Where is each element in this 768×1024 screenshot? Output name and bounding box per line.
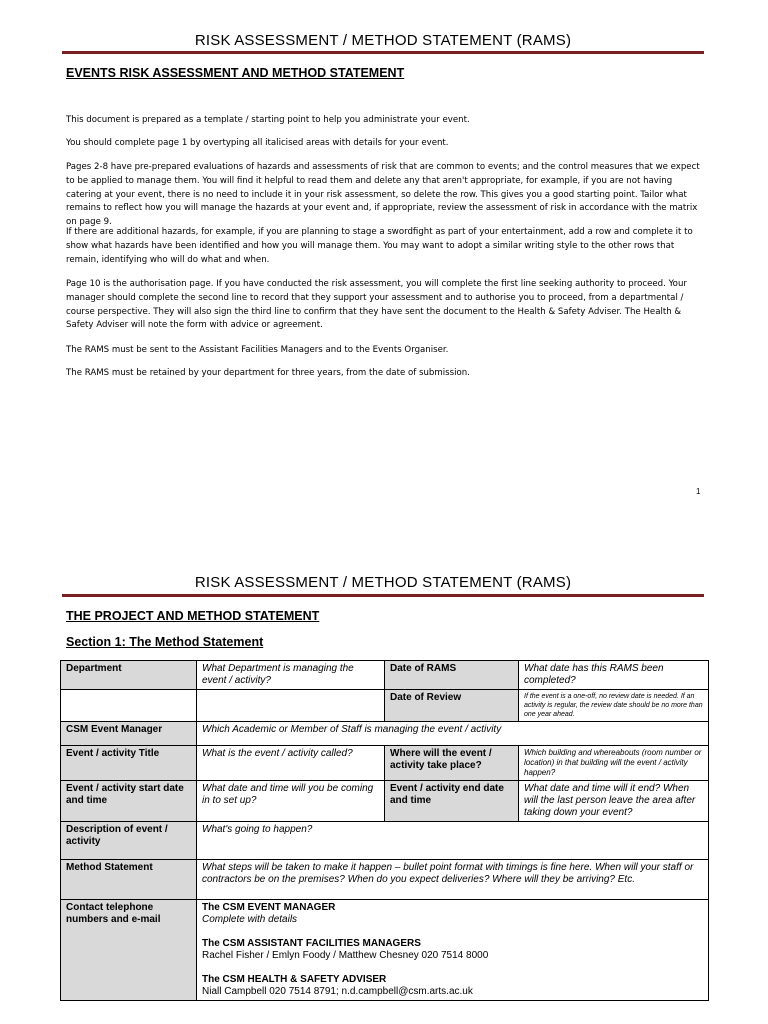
page-header: RISK ASSESSMENT / METHOD STATEMENT (RAMS) <box>194 32 572 49</box>
section-title: Section 1: The Method Statement <box>66 635 264 649</box>
contact-hs-title: The CSM HEALTH & SAFETY ADVISER <box>202 974 387 985</box>
table-row <box>61 822 709 860</box>
method-statement-table <box>60 660 709 1001</box>
hazards-paragraph: If there are additional hazards, for example, if you are planning to stage a swordfight as part of your entertainment, add a row and complete it to show what hazards have been identified and how you will manage them. You may want to adopt a similar writing style to the other rows that remain, identifying who will do what and when. <box>66 227 693 265</box>
retain-paragraph: The RAMS must be retained by your department for three years, from the date of submission. <box>66 368 470 378</box>
contact-hs-value: Niall Campbell 020 7514 8791; n.d.campbell@csm.arts.ac.uk <box>202 986 473 997</box>
contact-facilities-title: The CSM ASSISTANT FACILITIES MANAGERS <box>202 938 421 949</box>
description-label: Description of event / activity <box>61 822 197 860</box>
start-field[interactable]: What date and time will you be coming in to set up? <box>197 781 385 822</box>
start-label: Event / activity start date and time <box>61 781 197 822</box>
table-row <box>61 746 709 781</box>
department-label: Department <box>61 661 197 690</box>
method-field[interactable]: What steps will be taken to make it happen – bullet point format with timings is fine here. When will your staff or contractors be on the premises? When do you expect deliveries? Where will they be arriving? Etc. <box>197 860 709 900</box>
manager-field[interactable]: Which Academic or Member of Staff is managing the event / activity <box>197 722 709 746</box>
intro-paragraph: This document is prepared as a template / starting point to help you administrate your event. <box>66 115 470 125</box>
contact-label: Contact telephone numbers and e-mail <box>61 900 197 1001</box>
header-rule-2 <box>62 594 704 597</box>
header-rule <box>62 51 704 54</box>
date-review-field[interactable]: If the event is a one-off, no review date is needed. If an activity is regular, the review date should be no more than one year ahead. <box>519 690 709 722</box>
table-row <box>61 722 709 746</box>
date-rams-field[interactable]: What date has this RAMS been completed? <box>519 661 709 690</box>
title-field[interactable]: What is the event / activity called? <box>197 746 385 781</box>
send-paragraph: The RAMS must be sent to the Assistant Facilities Managers and to the Events Organiser. <box>66 345 449 355</box>
department-field[interactable]: What Department is managing the event / activity? <box>197 661 385 690</box>
authorisation-paragraph: Page 10 is the authorisation page. If you have conducted the risk assessment, you will complete the first line seeking authority to proceed. Your manager should complete the second line to record that they support your assessment and to authorise you to proceed, from a departmental / course perspective. They will also sign the third line to confirm that they have sent the document to the Health & Safety Adviser. The Health & Safety Adviser will note the form with advice or agreement. <box>66 279 687 331</box>
page-header-2: RISK ASSESSMENT / METHOD STATEMENT (RAMS) <box>194 574 572 591</box>
table-row <box>61 690 709 722</box>
end-field[interactable]: What date and time will it end? When will the last person leave the area after taking down your event? <box>519 781 709 822</box>
title-label: Event / activity Title <box>61 746 197 781</box>
instruction-paragraph: You should complete page 1 by overtyping all italicised areas with details for your event. <box>66 138 449 148</box>
table-row <box>61 860 709 900</box>
empty-cell <box>61 690 197 722</box>
project-title: THE PROJECT AND METHOD STATEMENT <box>66 609 320 623</box>
where-field[interactable]: Which building and whereabouts (room number or location) in that building will the event / activity happen? <box>519 746 709 781</box>
end-label: Event / activity end date and time <box>385 781 519 822</box>
table-row <box>61 661 709 690</box>
page-number: 1 <box>696 487 701 496</box>
document-title: EVENTS RISK ASSESSMENT AND METHOD STATEMENT <box>66 66 405 80</box>
pages-paragraph: Pages 2-8 have pre-prepared evaluations of hazards and assessments of risk that are common to events; and the control measures that we expect to be applied to manage them. You will find it helpful to read them and delete any that aren't appropriate, for example, if you are not having catering at your event, there is no need to include it in your risk assessment, so delete the row. This gives you a good starting point. Tailor what remains to reflect how you will manage the hazards at your event and, if appropriate, review the assessment of risk in accordance with the matrix on page 9. <box>66 162 700 228</box>
manager-label: CSM Event Manager <box>61 722 197 746</box>
contact-manager-value: Complete with details <box>202 914 298 925</box>
empty-cell <box>197 690 385 722</box>
table-row <box>61 900 709 1001</box>
date-rams-label: Date of RAMS <box>385 661 519 690</box>
contact-field[interactable] <box>197 900 709 1001</box>
contact-manager-title: The CSM EVENT MANAGER <box>202 902 336 913</box>
where-label: Where will the event / activity take place? <box>385 746 519 781</box>
table-row <box>61 781 709 822</box>
date-review-label: Date of Review <box>385 690 519 722</box>
method-label: Method Statement <box>61 860 197 900</box>
description-field[interactable]: What's going to happen? <box>197 822 709 860</box>
contact-facilities-value: Rachel Fisher / Emlyn Foody / Matthew Chesney 020 7514 8000 <box>202 950 489 961</box>
